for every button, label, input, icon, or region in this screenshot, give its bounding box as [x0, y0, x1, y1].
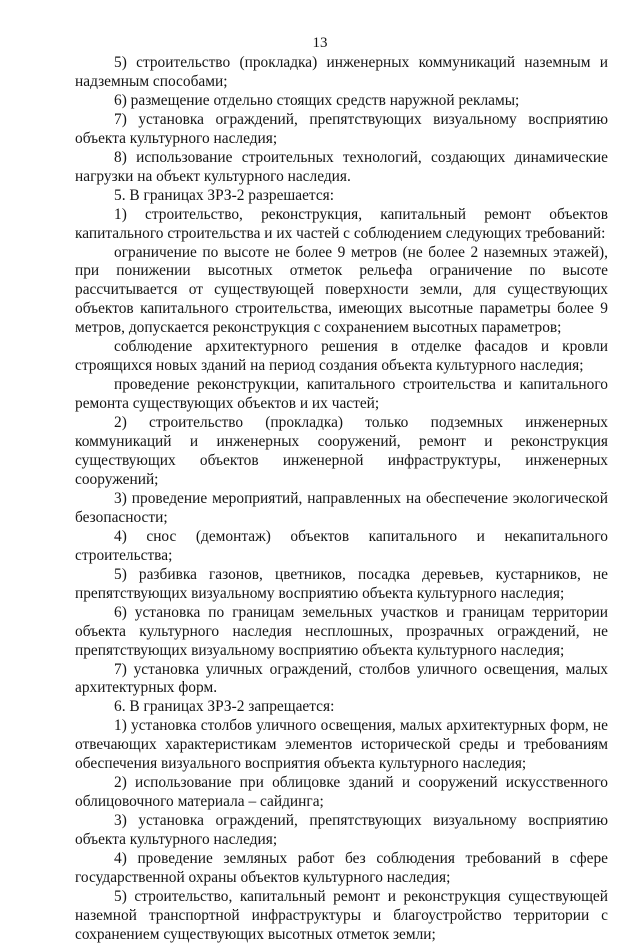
- paragraph: 5) строительство, капитальный ремонт и реконструкция существующей наземной транспортной инфраструктуры и благоустройство территории с сохранением существующих высотных отметок земли;: [75, 887, 608, 943]
- paragraph: 3) проведение мероприятий, направленных на обеспечение экологической безопасности;: [75, 489, 608, 526]
- paragraph: 8) использование строительных технологий, создающих динамические нагрузки на объект культурного наследия.: [75, 148, 608, 185]
- paragraph: 5) разбивка газонов, цветников, посадка деревьев, кустарников, не препятствующих визуальному восприятию объекта культурного наследия;: [75, 565, 608, 602]
- paragraph: 6) размещение отдельно стоящих средств наружной рекламы;: [114, 91, 520, 109]
- paragraph: 7) установка ограждений, препятствующих визуальному восприятию объекта культурного наследия;: [75, 110, 608, 147]
- document-body: [75, 54, 608, 945]
- section-heading: 6. В границах ЗРЗ-2 запрещается:: [114, 698, 335, 716]
- paragraph: 4) снос (демонтаж) объектов капитального и некапитального строительства;: [75, 527, 608, 564]
- paragraph: 5) строительство (прокладка) инженерных коммуникаций наземным и надземным способами;: [75, 54, 608, 90]
- page-number: 13: [312, 35, 328, 51]
- paragraph: 1) строительство, реконструкция, капитальный ремонт объектов капитального строительства и их частей с соблюдением следующих требований:: [75, 205, 608, 242]
- paragraph: 7) установка уличных ограждений, столбов уличного освещения, малых архитектурных форм.: [75, 660, 608, 697]
- paragraph: проведение реконструкции, капитального строительства и капитального ремонта существующих объектов и их частей;: [75, 376, 608, 413]
- paragraph: 2) строительство (прокладка) только подземных инженерных коммуникаций и инженерных сооружений, ремонт и реконструкция существующих объектов инженерной инфраструктуры, инженерных сооружений;: [75, 414, 608, 488]
- paragraph: 6) установка по границам земельных участков и границам территории объекта культурного наследия несплошных, прозрачных ограждений, не препятствующих визуальному восприятию объекта культурного наследия;: [75, 603, 608, 659]
- paragraph: 3) установка ограждений, препятствующих визуальному восприятию объекта культурного наследия;: [75, 812, 608, 849]
- paragraph: 4) проведение земляных работ без соблюдения требований в сфере государственной охраны объектов культурного наследия;: [75, 850, 608, 886]
- paragraph: 2) использование при облицовке зданий и сооружений искусственного облицовочного материала – сайдинга;: [75, 774, 608, 811]
- paragraph: соблюдение архитектурного решения в отделке фасадов и кровли строящихся новых зданий на период создания объекта культурного наследия;: [75, 338, 608, 375]
- paragraph: ограничение по высоте не более 9 метров (не более 2 наземных этажей), при понижении высотных отметок рельефа ограничение по высоте рассчитывается от существующей поверхности земли, для существующих объектов капитального строительства, имеющих высотные параметры более 9 метров, допускается реконструкция с сохранением высотных параметров;: [75, 243, 608, 337]
- section-heading: 5. В границах ЗРЗ-2 разрешается:: [114, 186, 335, 204]
- paragraph: 1) установка столбов уличного освещения, малых архитектурных форм, не отвечающих характеристикам элементов исторической среды и требованиям обеспечения визуального восприятия объекта культурного наследия;: [75, 717, 608, 773]
